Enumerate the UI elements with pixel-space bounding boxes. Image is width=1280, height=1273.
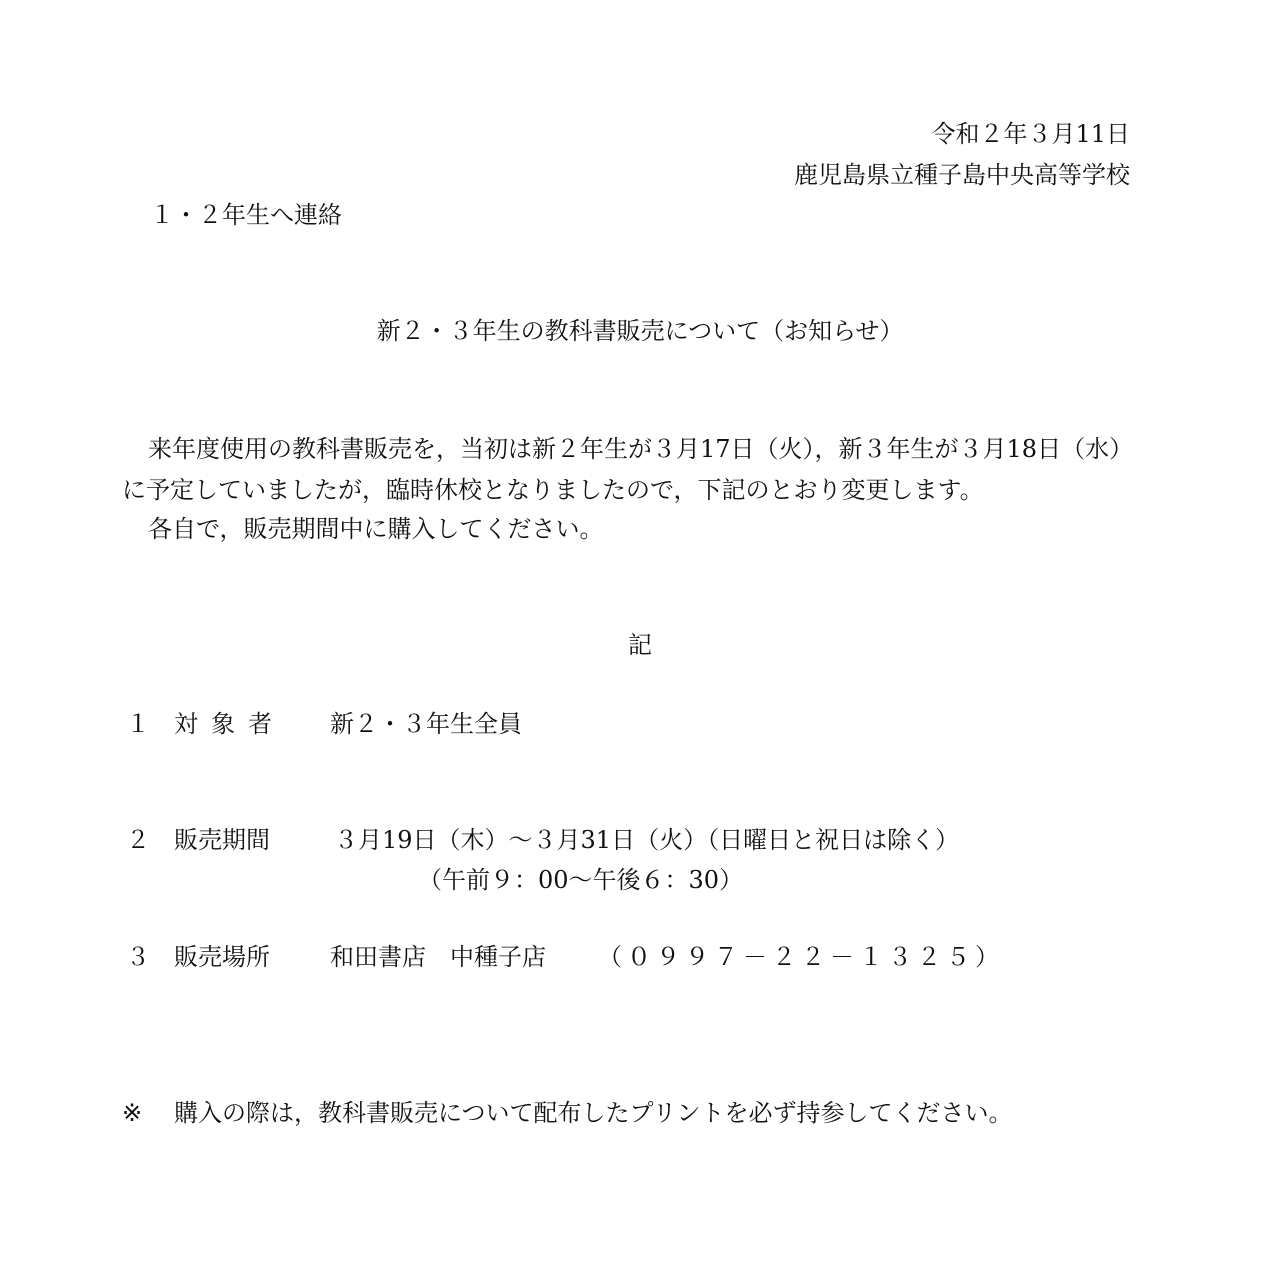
item-value: 和田書店 中種子店 [330,943,546,971]
item-label: 販売期間 [174,826,270,854]
item-value-hours: （午前９：00～午後６：30） [418,866,744,894]
item-value: 新２・３年生全員 [330,710,522,738]
note-text: 購入の際は，教科書販売について配布したプリントを必ず持参してください。 [174,1099,1013,1127]
item-number: ３ [126,943,150,971]
body-line-2: に予定していましたが，臨時休校となりましたので，下記のとおり変更します。 [122,476,984,504]
item-label: 販売場所 [174,943,270,971]
body-line-3: 各自で，販売期間中に購入してください。 [148,515,604,543]
document-title: 新２・３年生の教科書販売について（お知らせ） [376,317,904,345]
issue-date: 令和２年３月11日 [931,120,1130,148]
school-name: 鹿児島県立種子島中央高等学校 [794,161,1130,189]
store-phone: （０９９７－２２－１３２５） [598,943,1004,971]
recipient-line: １・２年生へ連絡 [150,201,342,229]
ki-heading: 記 [628,631,652,659]
item-label: 対象者 [174,710,285,738]
body-line-1: 来年度使用の教科書販売を，当初は新２年生が３月17日（火），新３年生が３月18日（水） [148,435,1134,463]
item-number: １ [126,710,150,738]
item-number: ２ [126,826,150,854]
item-value: ３月19日（木）～３月31日（火）（日曜日と祝日は除く） [334,826,960,854]
note-mark: ※ [122,1099,143,1127]
